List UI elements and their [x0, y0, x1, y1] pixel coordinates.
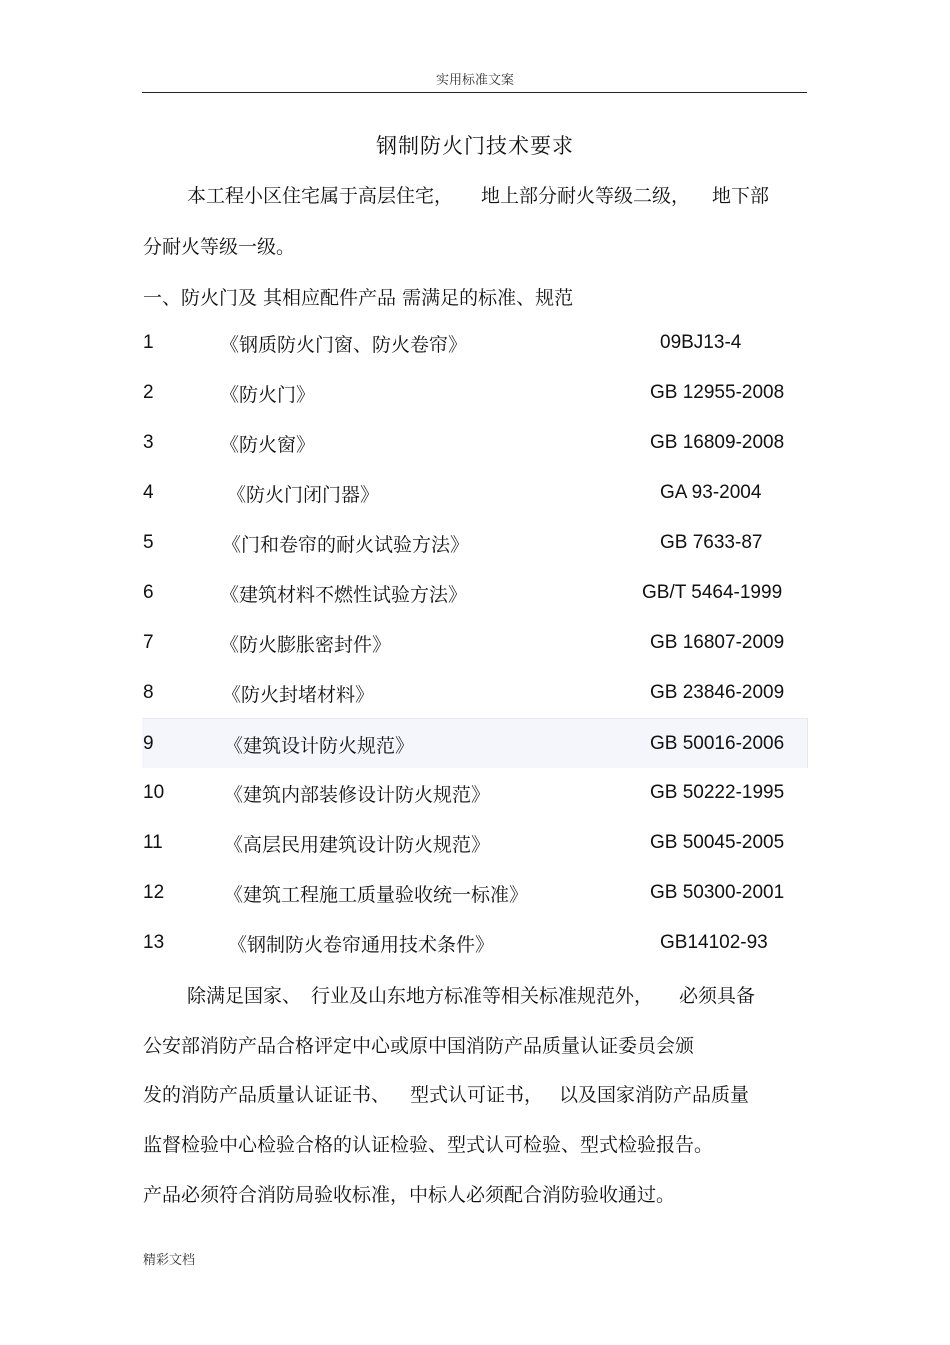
standard-row	[142, 918, 807, 967]
standard-row	[142, 318, 807, 367]
standard-name: 《钢质防火门窗、防火卷帘》	[220, 334, 468, 356]
standard-row	[142, 418, 807, 467]
standard-name: 《钢制防火卷帘通用技术条件》	[228, 934, 495, 956]
page-footer: 精彩文档	[143, 1253, 196, 1268]
standard-name: 《建筑工程施工质量验收统一标准》	[224, 884, 529, 906]
standard-row	[142, 668, 807, 717]
intro-line-1	[187, 181, 769, 208]
standard-number: 4	[143, 482, 154, 503]
closing-line-3	[143, 1080, 749, 1107]
standard-row	[142, 718, 808, 768]
standard-number: 3	[143, 432, 154, 453]
standard-number: 8	[143, 682, 154, 703]
standard-code: GA 93-2004	[660, 482, 762, 503]
standard-code: GB 50016-2006	[650, 733, 785, 754]
standard-number: 7	[143, 632, 154, 653]
standard-row	[142, 568, 807, 617]
standard-name: 《建筑设计防火规范》	[224, 735, 415, 757]
standard-row	[142, 368, 807, 417]
standard-name: 《高层民用建筑设计防火规范》	[224, 834, 491, 856]
standard-number: 13	[143, 932, 165, 953]
closing-line-5: 产品必须符合消防局验收标准，中标人必须配合消防验收通过。	[143, 1184, 676, 1206]
standard-code: GB 16809-2008	[650, 432, 785, 453]
standard-name: 《防火门》	[220, 384, 316, 406]
standard-name: 《建筑内部装修设计防火规范》	[224, 784, 491, 806]
standard-row	[142, 768, 807, 817]
standard-code: GB/T 5464-1999	[642, 582, 783, 603]
intro-line-2: 分耐火等级一级。	[143, 236, 296, 258]
standard-name: 《防火窗》	[220, 434, 316, 456]
standard-row	[142, 468, 807, 517]
standard-code: GB 16807-2009	[650, 632, 785, 653]
standard-code: GB14102-93	[660, 932, 768, 953]
standard-code: GB 50300-2001	[650, 882, 785, 903]
standard-code: GB 7633-87	[660, 532, 763, 553]
header-rule	[142, 92, 807, 93]
standard-number: 11	[143, 832, 163, 853]
standard-name: 《防火门闭门器》	[227, 484, 380, 506]
standard-name: 《防火膨胀密封件》	[220, 634, 392, 656]
closing-line-1-a: 除满足国家、	[187, 985, 302, 1007]
standard-number: 6	[143, 582, 154, 603]
standard-code: 09BJ13-4	[660, 332, 742, 353]
standard-row	[142, 868, 807, 917]
closing-line-1-b: 行业及山东地方标准等相关标准规范外，	[311, 985, 654, 1007]
standard-number: 12	[143, 882, 165, 903]
closing-line-1	[187, 981, 755, 1008]
standard-row	[142, 618, 807, 667]
closing-line-4: 监督检验中心检验合格的认证检验、型式认可检验、型式检验报告。	[143, 1134, 714, 1156]
intro-line-1-a: 本工程小区住宅属于高层住宅，	[187, 185, 454, 207]
standard-code: GB 50045-2005	[650, 832, 785, 853]
standard-number: 10	[143, 782, 165, 803]
standard-name: 《防火封堵材料》	[222, 684, 375, 706]
page-header: 实用标准文案	[435, 73, 514, 88]
standard-code: GB 23846-2009	[650, 682, 785, 703]
standard-number: 5	[143, 532, 154, 553]
closing-line-1-c: 必须具备	[679, 985, 756, 1007]
closing-line-3-c: 以及国家消防产品质量	[559, 1084, 750, 1106]
standard-number: 2	[143, 382, 154, 403]
standard-name: 《门和卷帘的耐火试验方法》	[222, 534, 470, 556]
intro-line-1-c: 地下部	[712, 185, 770, 207]
document-title: 钢制防火门技术要求	[376, 134, 574, 158]
standard-number: 9	[143, 733, 154, 754]
standard-row	[142, 818, 807, 867]
standard-name: 《建筑材料不燃性试验方法》	[220, 584, 468, 606]
standard-row	[142, 518, 807, 567]
closing-line-3-b: 型式认可证书，	[410, 1084, 544, 1106]
closing-line-2: 公安部消防产品合格评定中心或原中国消防产品质量认证委员会颁	[143, 1035, 695, 1057]
standard-code: GB 50222-1995	[650, 782, 785, 803]
section-heading: 一、防火门及 其相应配件产品 需满足的标准、规范	[143, 287, 574, 309]
standard-number: 1	[143, 332, 154, 353]
standard-code: GB 12955-2008	[650, 382, 785, 403]
closing-line-3-a: 发的消防产品质量认证证书、	[143, 1084, 391, 1106]
intro-line-1-b: 地上部分耐火等级二级，	[481, 185, 691, 207]
